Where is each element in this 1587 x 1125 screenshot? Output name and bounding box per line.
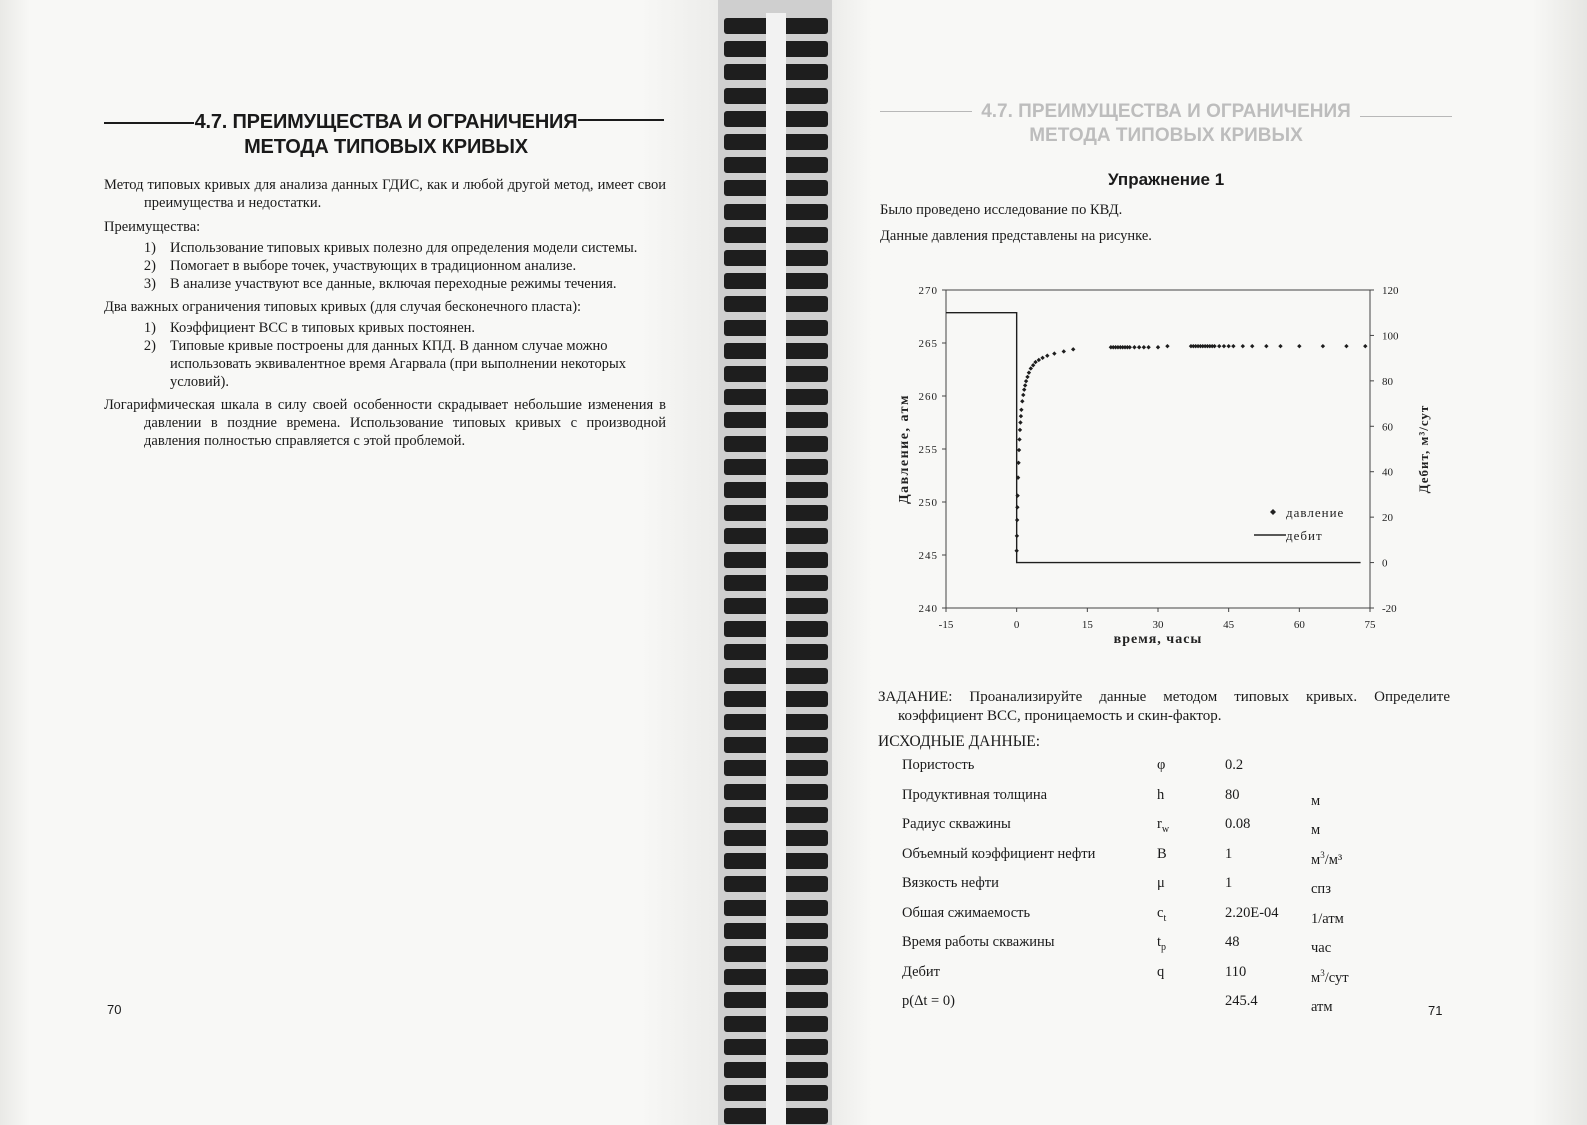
binding-coil: [724, 436, 828, 452]
pressure-point: [1226, 344, 1230, 348]
pressure-point: [1045, 354, 1049, 358]
pressure-point: [1128, 345, 1132, 349]
legend-label-rate: дебит: [1286, 528, 1323, 543]
x-tick-label: 45: [1223, 619, 1235, 631]
y-tick-label: 240: [918, 603, 938, 615]
param-name: Обшая сжимаемость: [902, 904, 1031, 921]
binding-coil: [724, 343, 828, 359]
param-symbol: c: [1157, 904, 1164, 921]
x-tick-label: -15: [938, 619, 954, 631]
pressure-point: [1321, 344, 1325, 348]
param-row: [902, 816, 1349, 846]
param-symbol-cell: [1157, 787, 1225, 817]
param-name: Радиус скважины: [902, 816, 1011, 832]
pressure-point: [1015, 534, 1019, 538]
pressure-point: [1029, 366, 1033, 370]
binding-coil: [724, 1039, 828, 1055]
param-value: 2.20E-04: [1225, 904, 1279, 921]
advantages-heading: Преимущества:: [104, 219, 201, 235]
ghost-title-line2: МЕТОДА ТИПОВЫХ КРИВЫХ: [1029, 125, 1303, 146]
param-unit: м: [1311, 792, 1321, 809]
param-unit-cell: [1311, 875, 1349, 905]
pressure-point: [1165, 344, 1169, 348]
pressure-point: [1132, 345, 1136, 349]
intro-paragraph: Метод типовых кривых для анализа данных ГДИС, как и любой другой метод, имеет свои преимущества и недостатки.: [104, 177, 666, 211]
param-unit-superscript: 3: [1320, 967, 1325, 978]
pressure-point: [1025, 375, 1029, 379]
axis-ticks: [942, 290, 1374, 612]
param-row: [902, 934, 1349, 964]
binding-coil: [724, 273, 828, 289]
list-item-text: Типовые кривые построены для данных КПД. В данном случае можно использовать эквивалентное время Агарвала (при выполнении некоторых условий).: [170, 338, 626, 390]
param-value: 1: [1225, 875, 1233, 891]
binding-coil: [724, 1085, 828, 1101]
x-tick-label: 30: [1152, 619, 1164, 631]
pressure-point: [1019, 414, 1023, 418]
y-tick-label: 265: [918, 338, 938, 350]
binding-coil: [724, 946, 828, 962]
pressure-point: [1344, 344, 1348, 348]
binding-coil: [724, 621, 828, 637]
pressure-point: [1264, 344, 1268, 348]
param-unit-suffix: /сут: [1324, 969, 1349, 986]
params-table: [902, 757, 1349, 1023]
binding-coil: [724, 760, 828, 776]
param-row: [902, 993, 1349, 1023]
binding-coil: [724, 784, 828, 800]
x-tick-label: 15: [1081, 619, 1093, 631]
pressure-point: [1142, 345, 1146, 349]
binding-coil: [724, 64, 828, 80]
y-tick-label: 245: [918, 550, 938, 562]
param-row: [902, 875, 1349, 905]
task-text: Проанализируйте данные методом типовых кривых. Определите коэффициент ВСС, проницаемость и скин-фактор.: [898, 689, 1451, 724]
list-item: [104, 319, 666, 337]
binding-coil: [724, 482, 828, 498]
param-unit: м: [1311, 851, 1321, 868]
pressure-rate-chart: [872, 275, 1432, 655]
param-name: p(Δt = 0): [902, 993, 955, 1009]
y2-tick-label: 120: [1382, 285, 1399, 297]
param-unit: м: [1311, 969, 1321, 986]
task-label: ЗАДАНИЕ:: [878, 689, 953, 705]
param-unit-cell: [1311, 964, 1349, 994]
chart-series: [946, 313, 1367, 563]
pressure-point: [1018, 428, 1022, 432]
param-symbol-cell: [1157, 934, 1225, 964]
param-unit-cell: [1311, 993, 1349, 1023]
ghost-title-line1: 4.7. ПРЕИМУЩЕСТВА И ОГРАНИЧЕНИЯ: [981, 101, 1351, 122]
param-row: [902, 905, 1349, 935]
y2-tick-label: 20: [1382, 512, 1393, 525]
param-unit: спз: [1311, 880, 1331, 897]
binding-coil: [724, 180, 828, 196]
task-block: [878, 688, 1450, 751]
pressure-point: [1250, 344, 1254, 348]
list-item-text: Использование типовых кривых полезно для определения модели системы.: [170, 240, 638, 256]
list-item-number: 3): [143, 276, 156, 292]
y2-tick-label: -20: [1382, 603, 1397, 615]
param-symbol-subscript: w: [1161, 823, 1170, 835]
pressure-point: [1017, 437, 1021, 441]
list-item-number: 2): [143, 258, 156, 274]
binding-coil: [724, 296, 828, 312]
param-value: 245.4: [1225, 993, 1258, 1009]
binding-coil: [724, 528, 828, 544]
binding-coil: [724, 157, 828, 173]
binding-coil: [724, 505, 828, 521]
param-name: Вязкость нефти: [902, 875, 999, 891]
binding-coil: [724, 204, 828, 220]
binding-coil: [724, 691, 828, 707]
binding-coil: [724, 134, 828, 150]
pressure-point: [1027, 370, 1031, 374]
param-name: Дебит: [902, 963, 940, 980]
y-tick-label: 270: [918, 285, 938, 297]
pressure-point: [1071, 347, 1075, 351]
y-tick-label: 250: [918, 497, 938, 509]
param-unit-cell: [1311, 846, 1349, 876]
param-value: 48: [1225, 934, 1240, 950]
binding-coil: [724, 250, 828, 266]
pressure-point: [1278, 344, 1282, 348]
pressure-point: [1023, 383, 1027, 387]
tick-labels: [919, 285, 1400, 631]
param-unit-cell: [1311, 816, 1349, 846]
param-symbol-subscript: p: [1161, 941, 1167, 953]
binding-coil: [724, 1062, 828, 1078]
pressure-point: [1019, 408, 1023, 412]
legend: [1254, 505, 1344, 543]
pressure-point: [1231, 344, 1235, 348]
param-symbol-cell: [1157, 875, 1225, 905]
pressure-point: [1033, 360, 1037, 364]
binding-coil: [724, 714, 828, 730]
param-value: 80: [1225, 786, 1240, 803]
param-symbol-cell: [1157, 846, 1225, 876]
binding-coil: [724, 969, 828, 985]
param-value: 0.2: [1225, 757, 1244, 773]
param-name: Объемный коэффициент нефти: [902, 845, 1096, 862]
pressure-point: [1040, 356, 1044, 360]
param-symbol: φ: [1157, 757, 1166, 773]
param-value: 0.08: [1225, 816, 1251, 832]
param-unit-cell: [1311, 757, 1349, 787]
pressure-point: [1212, 344, 1216, 348]
pressure-point: [1017, 448, 1021, 452]
param-row: [902, 964, 1349, 994]
pressure-point: [1062, 349, 1066, 353]
list-item: [104, 275, 666, 293]
title-rule-right: [578, 119, 664, 121]
pressure-point: [1241, 344, 1245, 348]
plot-frame: [946, 290, 1370, 608]
binding-coil: [724, 111, 828, 127]
pressure-point: [1037, 358, 1041, 362]
list-item-text: Помогает в выборе точек, участвующих в традиционном анализе.: [170, 258, 577, 274]
param-symbol: t: [1157, 934, 1162, 950]
binding-coil: [724, 807, 828, 823]
param-symbol-cell: [1157, 905, 1225, 935]
binding-coil: [724, 1108, 828, 1124]
param-name: Продуктивная толщина: [902, 786, 1048, 803]
list-item: [104, 239, 666, 257]
binding-coil: [724, 923, 828, 939]
ghost-section-title: [972, 100, 1360, 148]
advantages-list: [104, 239, 666, 293]
param-unit-cell: [1311, 905, 1349, 935]
pressure-point: [1018, 420, 1022, 424]
param-symbol-subscript: t: [1163, 912, 1167, 924]
pressure-point: [1021, 393, 1025, 397]
pressure-point: [1297, 344, 1301, 348]
limitations-list: [104, 319, 666, 391]
pressure-point: [1363, 344, 1367, 348]
param-symbol: r: [1157, 816, 1162, 832]
page-number-left: 70: [107, 1002, 122, 1017]
list-item-number: 1): [143, 240, 156, 256]
limitations-heading: Два важных ограничения типовых кривых (для случая бесконечного пласта):: [104, 299, 582, 315]
param-unit-superscript: 3: [1320, 849, 1325, 860]
x-tick-label: 75: [1364, 619, 1376, 631]
pressure-point: [1052, 351, 1056, 355]
ghost-rule-left: [880, 111, 972, 112]
page-number-right: 71: [1428, 1003, 1443, 1018]
pressure-point: [1020, 399, 1024, 403]
list-item-number: 1): [143, 320, 156, 336]
pressure-point: [1156, 345, 1160, 349]
list-item: [104, 337, 666, 391]
list-item-text: В анализе участвуют все данные, включая переходные режимы течения.: [170, 276, 617, 292]
binding-coil: [724, 320, 828, 336]
binding-coil: [724, 644, 828, 660]
binding-coil: [724, 575, 828, 591]
pressure-point: [1022, 387, 1026, 391]
param-symbol-cell: [1157, 757, 1225, 787]
pressure-point: [1031, 363, 1035, 367]
exercise-title: Упражнение 1: [1108, 170, 1225, 189]
param-row: [902, 846, 1349, 876]
section-title: [194, 110, 578, 160]
pressure-point: [1137, 345, 1141, 349]
title-rule-left: [104, 122, 194, 124]
binding-coil: [724, 389, 828, 405]
pressure-point: [1015, 505, 1019, 509]
binding-coil: [724, 552, 828, 568]
param-unit: атм: [1311, 998, 1333, 1015]
right-page: [832, 0, 1587, 1125]
param-symbol-cell: [1157, 993, 1225, 1023]
binding-coil: [724, 412, 828, 428]
param-unit: 1/атм: [1311, 910, 1344, 927]
spiral-binding: [718, 0, 832, 1125]
y2-tick-label: 60: [1382, 421, 1393, 434]
list-item: [104, 257, 666, 275]
legend-marker-pressure: [1270, 509, 1276, 515]
x-tick-label: 60: [1293, 619, 1305, 631]
left-page: [0, 0, 718, 1125]
param-unit: м: [1311, 821, 1321, 838]
y2-tick-label: 0: [1382, 557, 1388, 570]
section-title-line1: 4.7. ПРЕИМУЩЕСТВА И ОГРАНИЧЕНИЯ: [194, 111, 578, 133]
x-axis-label: время, часы: [1113, 632, 1203, 647]
param-symbol: h: [1157, 786, 1165, 803]
binding-coil: [724, 830, 828, 846]
binding-coil: [724, 900, 828, 916]
y2-tick-label: 40: [1382, 466, 1393, 479]
param-value: 110: [1225, 963, 1247, 980]
left-body: [104, 176, 666, 450]
exercise-line2: Данные давления представлены на рисунке.: [880, 228, 1152, 244]
source-data-heading: ИСХОДНЫЕ ДАННЫЕ:: [878, 733, 1041, 750]
param-row: [902, 787, 1349, 817]
param-unit: час: [1311, 939, 1332, 956]
task-paragraph: [878, 688, 1450, 726]
binding-coil: [724, 876, 828, 892]
param-unit-suffix: /м³: [1324, 851, 1343, 868]
y-tick-label: 255: [918, 444, 938, 456]
pressure-point: [1015, 518, 1019, 522]
binding-coil: [724, 41, 828, 57]
binding-coil: [724, 88, 828, 104]
exercise-line1: Было проведено исследование по КВД.: [880, 202, 1123, 218]
param-unit-cell: [1311, 787, 1349, 817]
binding-coil: [724, 668, 828, 684]
pressure-point: [1024, 379, 1028, 383]
binding-coil: [724, 366, 828, 382]
binding-coil: [724, 853, 828, 869]
param-symbol: q: [1157, 963, 1165, 980]
binding-coil: [724, 18, 828, 34]
pressure-point: [1222, 344, 1226, 348]
legend-label-pressure: давление: [1286, 505, 1345, 520]
binding-coil: [724, 737, 828, 753]
x-tick-label: 0: [1013, 619, 1020, 631]
log-scale-paragraph: Логарифмическая шкала в силу своей особенности скрадывает небольшие изменения в давлении в поздние времена. Использование типовых кривых с производной давления полностью справляется с этой проблемой.: [104, 397, 666, 449]
pressure-point: [1146, 345, 1150, 349]
list-item-text: Коэффициент ВСС в типовых кривых постоянен.: [170, 320, 476, 336]
param-symbol-cell: [1157, 964, 1225, 994]
binding-coil: [724, 1016, 828, 1032]
param-row: [902, 757, 1349, 787]
param-symbol-cell: [1157, 816, 1225, 846]
y-tick-label: 260: [918, 391, 938, 403]
list-item-number: 2): [143, 338, 156, 354]
param-name: Время работы скважины: [902, 934, 1055, 950]
rate-series-line: [946, 313, 1361, 563]
section-title-line2: МЕТОДА ТИПОВЫХ КРИВЫХ: [244, 136, 528, 158]
binding-coil: [724, 992, 828, 1008]
y-axis-label: Давление, атм: [897, 394, 912, 504]
y2-axis-label: Дебит, м³/сут: [1416, 404, 1431, 494]
param-symbol: μ: [1157, 875, 1165, 891]
binding-coil: [724, 227, 828, 243]
param-symbol: B: [1157, 845, 1167, 862]
param-name: Пористость: [902, 757, 975, 773]
pressure-point: [1014, 549, 1018, 553]
y2-tick-label: 100: [1382, 330, 1399, 343]
pressure-point: [1217, 344, 1221, 348]
binding-coil: [724, 598, 828, 614]
ghost-rule-right: [1360, 116, 1452, 117]
param-unit-cell: [1311, 934, 1349, 964]
param-value: 1: [1225, 845, 1233, 862]
y2-tick-label: 80: [1382, 375, 1393, 388]
binding-coil: [724, 459, 828, 475]
